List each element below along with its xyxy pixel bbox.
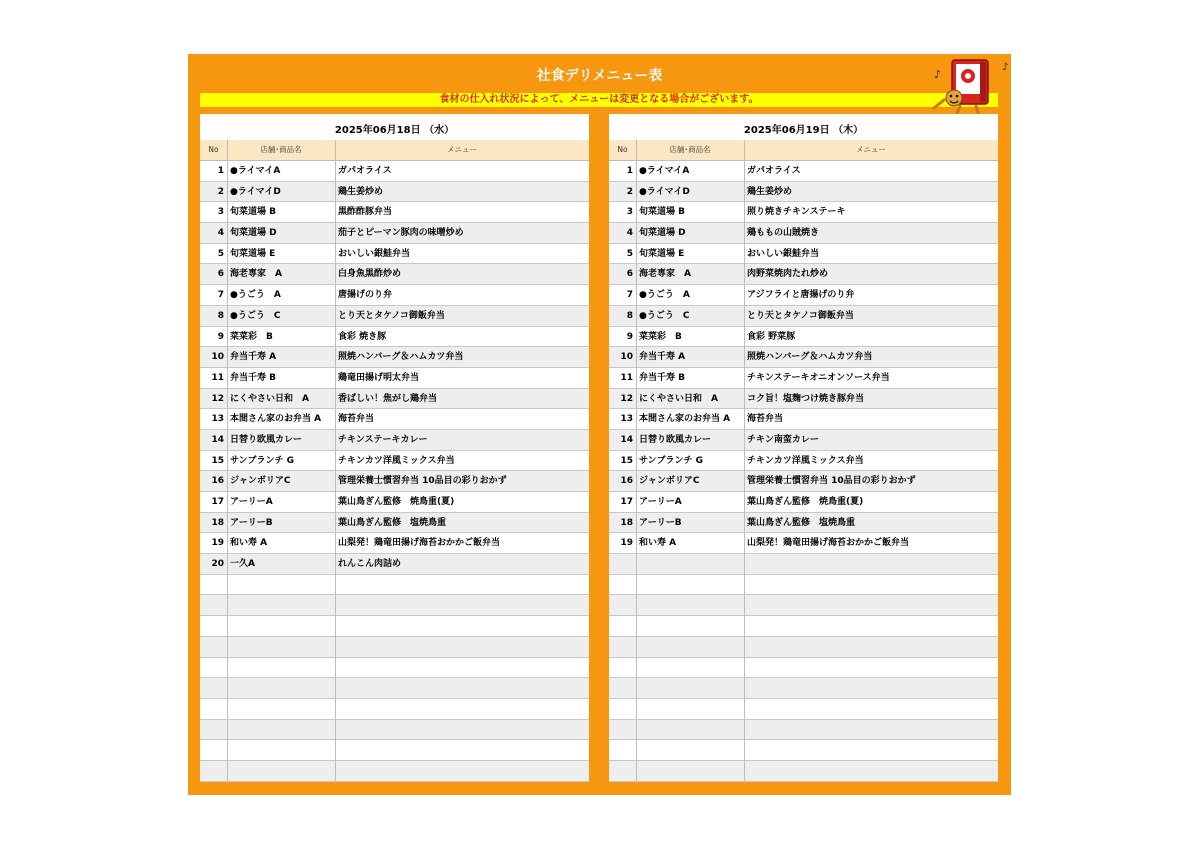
shop-name: ●うごう C: [230, 310, 281, 321]
shop-name: ●うごう C: [639, 310, 690, 321]
table-row: [200, 678, 589, 699]
menu-item: コク旨！塩麹つけ焼き豚弁当: [747, 393, 865, 404]
table-row: [200, 409, 589, 430]
menu-item: 管理栄養士慣習弁当 10品目の彩りおかず: [747, 476, 916, 487]
shop-name: ●ライマイD: [230, 186, 281, 197]
table-row: [200, 285, 589, 306]
table-row: [609, 595, 998, 616]
row-number: 9: [626, 331, 633, 342]
shop-name: 和い寿 A: [230, 538, 268, 549]
table-row: [609, 740, 998, 761]
table-row: [200, 327, 589, 348]
menu-item: 照焼ハンバーグ＆ハムカツ弁当: [338, 352, 464, 363]
table-row: [609, 720, 998, 741]
menu-item: 照り焼きチキンステーキ: [747, 207, 846, 218]
menu-item: 黒酢酢豚弁当: [338, 207, 393, 218]
shop-name: 弁当千寿 A: [639, 352, 686, 363]
table-row: [200, 575, 589, 596]
column-divider: [744, 140, 745, 781]
shop-name: 日替り欧風カレー: [230, 434, 303, 445]
table-row: [200, 616, 589, 637]
menu-item: 鶏生姜炒め: [338, 186, 384, 197]
row-number: 3: [217, 207, 224, 218]
table-row: [200, 554, 589, 575]
row-number: 19: [211, 538, 224, 549]
row-number: 15: [211, 455, 224, 466]
shop-name: 弁当千寿 A: [230, 352, 277, 363]
column-header-row: [200, 140, 589, 161]
row-number: 10: [620, 352, 633, 363]
menu-item: れんこん肉詰め: [338, 559, 402, 570]
table-row: [200, 223, 589, 244]
row-number: 10: [211, 352, 224, 363]
menu-item: 山梨発！鶏竜田揚げ海苔おかかご飯弁当: [747, 538, 910, 549]
table-row: [200, 389, 589, 410]
table-row: [200, 182, 589, 203]
date-label: 2025年06月19日 （木）: [743, 125, 864, 136]
shop-name: アーリーA: [230, 497, 273, 507]
row-number: 17: [620, 497, 633, 507]
menu-table: [200, 161, 589, 782]
table-row: [200, 430, 589, 451]
shop-name: 弁当千寿 B: [230, 372, 276, 383]
row-number: 5: [217, 248, 224, 259]
shop-name: 旬菜道場 E: [639, 248, 685, 259]
column-header-shop: 店舗･商品名: [669, 145, 711, 154]
table-row: [609, 761, 998, 782]
shop-name: ジャンボリアC: [639, 476, 700, 487]
row-number: 19: [620, 538, 633, 549]
table-row: [609, 658, 998, 679]
shop-name: 海老専家 A: [639, 269, 691, 280]
menu-item: 海苔弁当: [747, 414, 784, 425]
row-number: 8: [217, 310, 224, 321]
row-number: 8: [626, 310, 633, 321]
menu-item: 葉山鳥ぎん監修 塩焼鳥重: [747, 517, 856, 528]
table-row: [609, 244, 998, 265]
table-row: [609, 430, 998, 451]
day-panel-0619: [609, 114, 998, 781]
menu-item: 肉野菜焼肉たれ炒め: [747, 269, 829, 280]
table-row: [200, 202, 589, 223]
shop-name: 海老専家 A: [230, 269, 282, 280]
menu-item: 唐揚げのり弁: [338, 290, 393, 301]
row-number: 5: [626, 248, 633, 259]
svg-text:♪: ♪: [934, 68, 942, 81]
menu-item: 海苔弁当: [338, 414, 375, 425]
row-number: 14: [211, 434, 224, 445]
menu-item: 管理栄養士慣習弁当 10品目の彩りおかず: [338, 476, 507, 487]
shop-name: アーリーB: [230, 517, 273, 528]
column-header-menu: メニュー: [447, 145, 477, 154]
table-row: [609, 285, 998, 306]
shop-name: アーリーA: [639, 497, 682, 507]
svg-text:♪: ♪: [1002, 62, 1009, 73]
shop-name: 旬菜道場 B: [639, 207, 685, 218]
table-row: [609, 161, 998, 182]
table-row: [609, 409, 998, 430]
shop-name: 菜菜彩 B: [230, 331, 273, 342]
menu-item: 香ばしい！焦がし鶏弁当: [338, 393, 438, 404]
table-row: [200, 244, 589, 265]
row-number: 2: [217, 186, 224, 197]
table-row: [609, 451, 998, 472]
shop-name: サンブランチ G: [639, 455, 704, 466]
shop-name: 旬菜道場 D: [230, 228, 277, 239]
menu-table: [609, 161, 998, 782]
date-header: [609, 114, 998, 141]
shop-name: 本間さん家のお弁当 A: [639, 414, 731, 425]
menu-sheet: [188, 54, 1011, 795]
menu-item: ガパオライス: [747, 166, 801, 176]
menu-item: 白身魚黒酢炒め: [338, 269, 402, 280]
shop-name: ●うごう A: [639, 290, 690, 301]
menu-item: 葉山鳥ぎん監修 焼鳥重(夏): [338, 497, 455, 507]
table-row: [609, 678, 998, 699]
table-row: [200, 699, 589, 720]
column-divider: [335, 140, 336, 781]
row-number: 6: [626, 269, 633, 280]
column-header-shop: 店舗･商品名: [260, 145, 302, 154]
row-number: 18: [620, 517, 633, 528]
row-number: 4: [217, 228, 224, 239]
row-number: 1: [626, 166, 633, 176]
table-row: [200, 761, 589, 782]
table-row: [609, 492, 998, 513]
table-row: [200, 492, 589, 513]
shop-name: 旬菜道場 E: [230, 248, 276, 259]
shop-name: ●うごう A: [230, 290, 281, 301]
table-row: [200, 347, 589, 368]
table-row: [609, 471, 998, 492]
table-row: [200, 368, 589, 389]
column-header-row: [609, 140, 998, 161]
day-panel-0618: [200, 114, 589, 781]
row-number: 1: [217, 166, 224, 176]
menu-item: チキンカツ洋風ミックス弁当: [747, 455, 864, 466]
row-number: 3: [626, 207, 633, 218]
menu-item: チキンステーキオニオンソース弁当: [747, 372, 890, 383]
row-number: 4: [626, 228, 633, 239]
shop-name: 弁当千寿 B: [639, 372, 685, 383]
table-row: [609, 513, 998, 534]
notice-banner: 食材の仕入れ状況によって、メニューは変更となる場合がございます。: [200, 93, 998, 107]
column-header-menu: メニュー: [856, 145, 886, 154]
row-number: 11: [620, 372, 633, 383]
table-row: [200, 513, 589, 534]
menu-item: おいしい銀鮭弁当: [338, 248, 411, 259]
row-number: 7: [626, 290, 633, 301]
table-row: [609, 306, 998, 327]
shop-name: 本間さん家のお弁当 A: [230, 414, 322, 425]
menu-item: 鶏竜田揚げ明太弁当: [338, 372, 420, 383]
row-number: 7: [217, 290, 224, 301]
table-row: [609, 616, 998, 637]
table-row: [609, 699, 998, 720]
row-number: 16: [211, 476, 224, 487]
table-row: [200, 161, 589, 182]
menu-item: とり天とタケノコ御飯弁当: [747, 310, 854, 321]
date-label: 2025年06月18日 （水）: [334, 125, 455, 136]
menu-item: とり天とタケノコ御飯弁当: [338, 310, 445, 321]
menu-item: 鶏生姜炒め: [747, 186, 793, 197]
menu-item: チキンステーキカレー: [338, 434, 428, 445]
shop-name: ●ライマイA: [639, 166, 690, 176]
row-number: 11: [211, 372, 224, 383]
menu-item: 食彩 焼き豚: [338, 331, 387, 342]
shop-name: アーリーB: [639, 517, 682, 528]
column-header-no: No: [208, 145, 219, 154]
row-number: 12: [211, 393, 224, 404]
shop-name: 旬菜道場 B: [230, 207, 276, 218]
shop-name: 一久A: [230, 559, 255, 570]
shop-name: ジャンボリアC: [230, 476, 291, 487]
table-row: [200, 658, 589, 679]
row-number: 20: [211, 559, 224, 570]
table-row: [200, 637, 589, 658]
shop-name: ●ライマイA: [230, 166, 281, 176]
table-row: [609, 223, 998, 244]
row-number: 17: [211, 497, 224, 507]
menu-item: チキンカツ洋風ミックス弁当: [338, 455, 455, 466]
menu-item: ガパオライス: [338, 166, 392, 176]
row-number: 9: [217, 331, 224, 342]
shop-name: 日替り欧風カレー: [639, 434, 712, 445]
row-number: 13: [620, 414, 633, 425]
shop-name: サンブランチ G: [230, 455, 295, 466]
shop-name: 旬菜道場 D: [639, 228, 686, 239]
menu-item: 食彩 野菜豚: [747, 331, 796, 342]
table-row: [609, 368, 998, 389]
shop-name: にくやさい日和 A: [230, 393, 309, 404]
row-number: 6: [217, 269, 224, 280]
column-header-no: No: [617, 145, 628, 154]
shop-name: にくやさい日和 A: [639, 393, 718, 404]
row-number: 2: [626, 186, 633, 197]
row-number: 16: [620, 476, 633, 487]
table-row: [609, 637, 998, 658]
column-divider: [227, 140, 228, 781]
shop-name: 菜菜彩 B: [639, 331, 682, 342]
row-number: 12: [620, 393, 633, 404]
menu-item: おいしい銀鮭弁当: [747, 248, 820, 259]
table-row: [609, 182, 998, 203]
table-row: [200, 451, 589, 472]
menu-item: 葉山鳥ぎん監修 焼鳥重(夏): [747, 497, 864, 507]
table-row: [200, 595, 589, 616]
column-divider: [636, 140, 637, 781]
table-row: [609, 533, 998, 554]
table-row: [609, 202, 998, 223]
row-number: 14: [620, 434, 633, 445]
table-row: [609, 575, 998, 596]
row-number: 13: [211, 414, 224, 425]
table-row: [200, 533, 589, 554]
date-header: [200, 114, 589, 141]
table-row: [609, 554, 998, 575]
table-row: [200, 306, 589, 327]
row-number: 15: [620, 455, 633, 466]
menu-item: 葉山鳥ぎん監修 塩焼鳥重: [338, 517, 447, 528]
table-row: [609, 347, 998, 368]
shop-name: ●ライマイD: [639, 186, 690, 197]
table-row: [200, 471, 589, 492]
table-row: [609, 327, 998, 348]
menu-item: 照焼ハンバーグ＆ハムカツ弁当: [747, 352, 873, 363]
menu-item: 山梨発！鶏竜田揚げ海苔おかかご飯弁当: [338, 538, 501, 549]
page-title: 社食デリメニュー表: [536, 68, 663, 84]
table-row: [200, 740, 589, 761]
table-row: [609, 264, 998, 285]
row-number: 18: [211, 517, 224, 528]
table-row: [200, 720, 589, 741]
menu-item: 茄子とピーマン豚肉の味噌炒め: [338, 228, 464, 239]
table-row: [609, 389, 998, 410]
menu-item: チキン南蛮カレー: [747, 434, 819, 445]
table-row: [200, 264, 589, 285]
menu-item: 鶏ももの山賊焼き: [747, 228, 820, 239]
shop-name: 和い寿 A: [639, 538, 677, 549]
menu-item: アジフライと唐揚げのり弁: [747, 290, 855, 301]
